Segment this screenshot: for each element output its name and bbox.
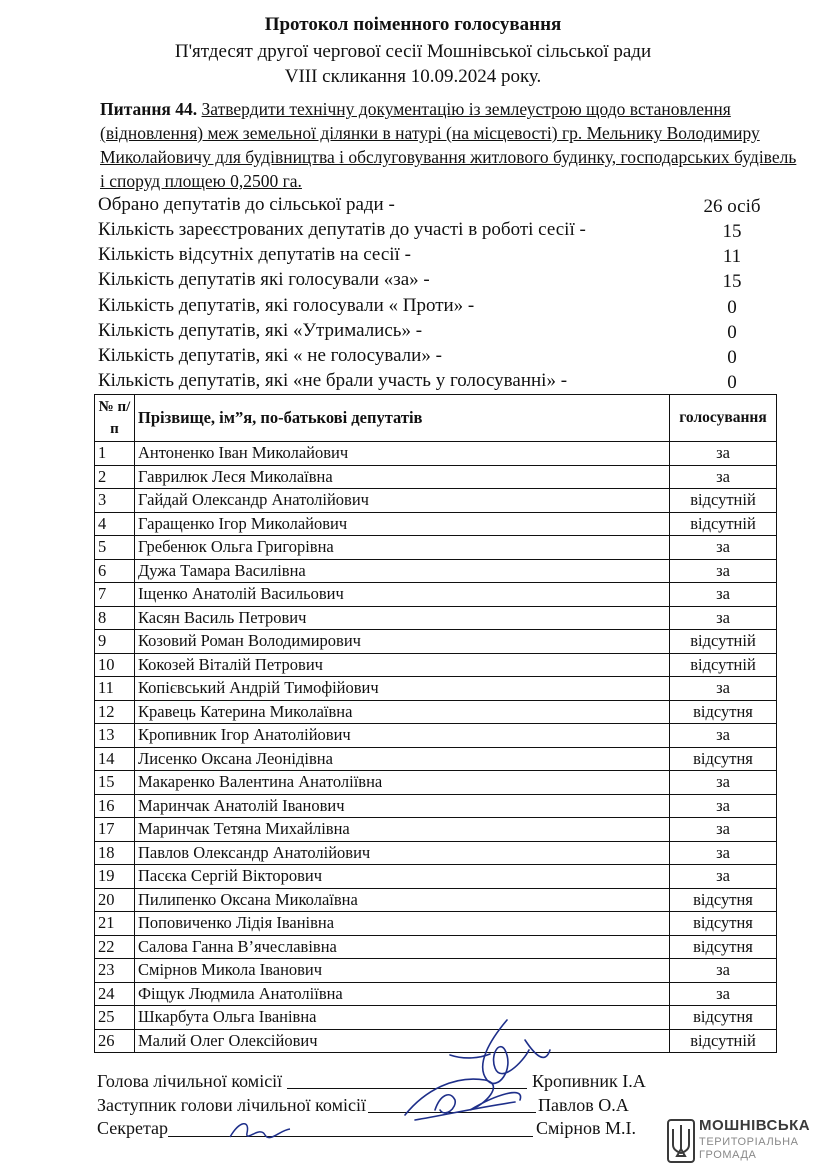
row-name: Маринчак Тетяна Михайлівна xyxy=(135,818,670,842)
row-num: 18 xyxy=(95,841,135,865)
logo-line2: ТЕРИТОРІАЛЬНА xyxy=(699,1136,799,1148)
row-name: Дужа Тамара Василівна xyxy=(135,559,670,583)
row-num: 21 xyxy=(95,912,135,936)
row-name: Іщенко Анатолій Васильович xyxy=(135,583,670,607)
table-header-row xyxy=(95,395,777,442)
row-name: Пасєка Сергій Вікторович xyxy=(135,865,670,889)
table-row xyxy=(95,677,777,701)
row-num: 11 xyxy=(95,677,135,701)
row-vote: за xyxy=(670,982,777,1006)
column-header-num: № п/п xyxy=(95,395,135,442)
stat-abstained-label: Кількість депутатів, які «Утримались» - xyxy=(98,320,423,341)
row-name: Макаренко Валентина Анатоліївна xyxy=(135,771,670,795)
row-vote: за xyxy=(670,771,777,795)
table-row xyxy=(95,559,777,583)
row-num: 10 xyxy=(95,653,135,677)
row-vote: за xyxy=(670,818,777,842)
row-num: 24 xyxy=(95,982,135,1006)
row-name: Гайдай Олександр Анатолійович xyxy=(135,489,670,513)
row-vote: за xyxy=(670,559,777,583)
row-vote: за xyxy=(670,606,777,630)
table-row xyxy=(95,583,777,607)
row-num: 13 xyxy=(95,724,135,748)
table-row xyxy=(95,630,777,654)
document-subtitle: П'ятдесят другої чергової сесії Мошнівської сільської ради xyxy=(174,41,652,62)
table-row xyxy=(95,536,777,560)
row-num: 15 xyxy=(95,771,135,795)
row-vote: за xyxy=(670,465,777,489)
trident-icon xyxy=(667,1119,695,1163)
table-row xyxy=(95,865,777,889)
row-name: Фіщук Людмила Анатоліївна xyxy=(135,982,670,1006)
stat-registered-label: Кількість зареєстрованих депутатів до участі в роботі сесії - xyxy=(98,219,586,240)
row-num: 19 xyxy=(95,865,135,889)
row-num: 14 xyxy=(95,747,135,771)
column-header-name: Прізвище, ім”я, по-батькові депутатів xyxy=(135,395,670,442)
row-name: Кропивник Ігор Анатолійович xyxy=(135,724,670,748)
row-vote: за xyxy=(670,959,777,983)
stat-for-label: Кількість депутатів які голосували «за» - xyxy=(98,269,430,290)
row-vote: відсутній xyxy=(670,512,777,536)
row-num: 6 xyxy=(95,559,135,583)
table-row xyxy=(95,442,777,466)
row-name: Малий Олег Олексійович xyxy=(135,1029,670,1053)
signature-name-chair: Кропивник І.А xyxy=(532,1071,646,1091)
row-vote: за xyxy=(670,677,777,701)
signature-name-deputy: Павлов О.А xyxy=(538,1095,629,1115)
row-num: 26 xyxy=(95,1029,135,1053)
row-name: Антоненко Іван Миколайович xyxy=(135,442,670,466)
stat-absent-label: Кількість відсутніх депутатів на сесії - xyxy=(98,244,411,265)
row-vote: відсутня xyxy=(670,1006,777,1030)
row-num: 20 xyxy=(95,888,135,912)
row-num: 12 xyxy=(95,700,135,724)
table-row xyxy=(95,841,777,865)
row-num: 9 xyxy=(95,630,135,654)
signature-name-secretary: Смірнов М.І. xyxy=(536,1118,637,1138)
row-num: 4 xyxy=(95,512,135,536)
row-name: Маринчак Анатолій Іванович xyxy=(135,794,670,818)
table-row xyxy=(95,512,777,536)
table-row xyxy=(95,747,777,771)
row-vote: за xyxy=(670,724,777,748)
row-num: 25 xyxy=(95,1006,135,1030)
stat-not-participated-value: 0 xyxy=(727,372,737,393)
row-num: 17 xyxy=(95,818,135,842)
question-label: Питання 44. xyxy=(100,99,198,119)
row-name: Смірнов Микола Іванович xyxy=(135,959,670,983)
signature-role-deputy: Заступник голови лічильної комісії xyxy=(97,1095,366,1115)
row-name: Гребенюк Ольга Григорівна xyxy=(135,536,670,560)
stat-not-voted-value: 0 xyxy=(727,347,737,368)
stat-abstained-value: 0 xyxy=(727,322,737,343)
table-row xyxy=(95,794,777,818)
row-num: 23 xyxy=(95,959,135,983)
table-row xyxy=(95,465,777,489)
stat-elected-value: 26 осіб xyxy=(703,196,761,217)
row-name: Козовий Роман Володимирович xyxy=(135,630,670,654)
signature-role-secretary: Секретар xyxy=(97,1118,169,1138)
stat-not-participated-label: Кількість депутатів, які «не брали участь у голосуванні» - xyxy=(98,370,568,391)
table-row xyxy=(95,724,777,748)
table-row xyxy=(95,606,777,630)
stat-against-value: 0 xyxy=(727,297,737,318)
stat-not-voted-label: Кількість депутатів, які « не голосували» - xyxy=(98,345,442,366)
row-name: Копієвський Андрій Тимофійович xyxy=(135,677,670,701)
row-name: Павлов Олександр Анатолійович xyxy=(135,841,670,865)
stat-elected-label: Обрано депутатів до сільської ради - xyxy=(98,194,395,215)
row-vote: відсутній xyxy=(670,653,777,677)
row-name: Гаврилюк Леся Миколаївна xyxy=(135,465,670,489)
row-vote: відсутня xyxy=(670,912,777,936)
row-name: Кравець Катерина Миколаївна xyxy=(135,700,670,724)
row-name: Кокозей Віталій Петрович xyxy=(135,653,670,677)
row-name: Пилипенко Оксана Миколаївна xyxy=(135,888,670,912)
row-num: 1 xyxy=(95,442,135,466)
row-vote: відсутня xyxy=(670,888,777,912)
row-num: 22 xyxy=(95,935,135,959)
row-name: Шкарбута Ольга Іванівна xyxy=(135,1006,670,1030)
row-vote: відсутній xyxy=(670,1029,777,1053)
row-num: 7 xyxy=(95,583,135,607)
community-logo xyxy=(667,1117,817,1165)
row-num: 16 xyxy=(95,794,135,818)
row-num: 5 xyxy=(95,536,135,560)
row-vote: відсутня xyxy=(670,747,777,771)
row-vote: за xyxy=(670,865,777,889)
signature-role-chair: Голова лічильної комісії xyxy=(97,1071,283,1091)
row-vote: відсутня xyxy=(670,935,777,959)
secretary-signature xyxy=(225,1115,295,1147)
question-block xyxy=(100,97,800,193)
document-title: Протокол поіменного голосування xyxy=(264,14,562,35)
row-vote: за xyxy=(670,841,777,865)
table-row xyxy=(95,982,777,1006)
handwritten-signatures xyxy=(395,1010,615,1150)
question-text: Затвердити технічну документацію із землеустрою щодо встановлення (відновлення) меж земельної ділянки в натурі (на місцевості) гр. Мельнику Володимиру Миколайовичу для будівництва і обслуговування житлового будинку, господарських будівель і споруд площею 0,2500 га. xyxy=(100,99,797,191)
row-vote: за xyxy=(670,442,777,466)
row-num: 8 xyxy=(95,606,135,630)
table-row xyxy=(95,489,777,513)
table-body xyxy=(95,442,777,1053)
table-row xyxy=(95,771,777,795)
document-session-date: VIII скликання 10.09.2024 року. xyxy=(284,66,542,87)
row-name: Салова Ганна В’ячеславівна xyxy=(135,935,670,959)
row-vote: за xyxy=(670,536,777,560)
table-row xyxy=(95,935,777,959)
table-row xyxy=(95,959,777,983)
row-vote: відсутній xyxy=(670,630,777,654)
logo-line3: ГРОМАДА xyxy=(699,1149,757,1161)
row-vote: відсутня xyxy=(670,700,777,724)
table-row xyxy=(95,888,777,912)
column-header-vote: голосування xyxy=(670,395,777,442)
stat-for-value: 15 xyxy=(722,271,742,292)
stat-registered-value: 15 xyxy=(722,221,742,242)
row-name: Гаращенко Ігор Миколайович xyxy=(135,512,670,536)
table-row xyxy=(95,818,777,842)
row-vote: за xyxy=(670,583,777,607)
logo-line1: МОШНІВСЬКА xyxy=(699,1117,811,1134)
table-row xyxy=(95,653,777,677)
votes-table xyxy=(94,394,777,1053)
stat-absent-value: 11 xyxy=(722,246,742,267)
row-num: 2 xyxy=(95,465,135,489)
stat-against-label: Кількість депутатів, які голосували « Проти» - xyxy=(98,295,475,316)
table-row xyxy=(95,912,777,936)
table-row xyxy=(95,700,777,724)
row-vote: за xyxy=(670,794,777,818)
row-vote: відсутній xyxy=(670,489,777,513)
row-name: Лисенко Оксана Леонідівна xyxy=(135,747,670,771)
row-num: 3 xyxy=(95,489,135,513)
row-name: Касян Василь Петрович xyxy=(135,606,670,630)
row-name: Поповиченко Лідія Іванівна xyxy=(135,912,670,936)
